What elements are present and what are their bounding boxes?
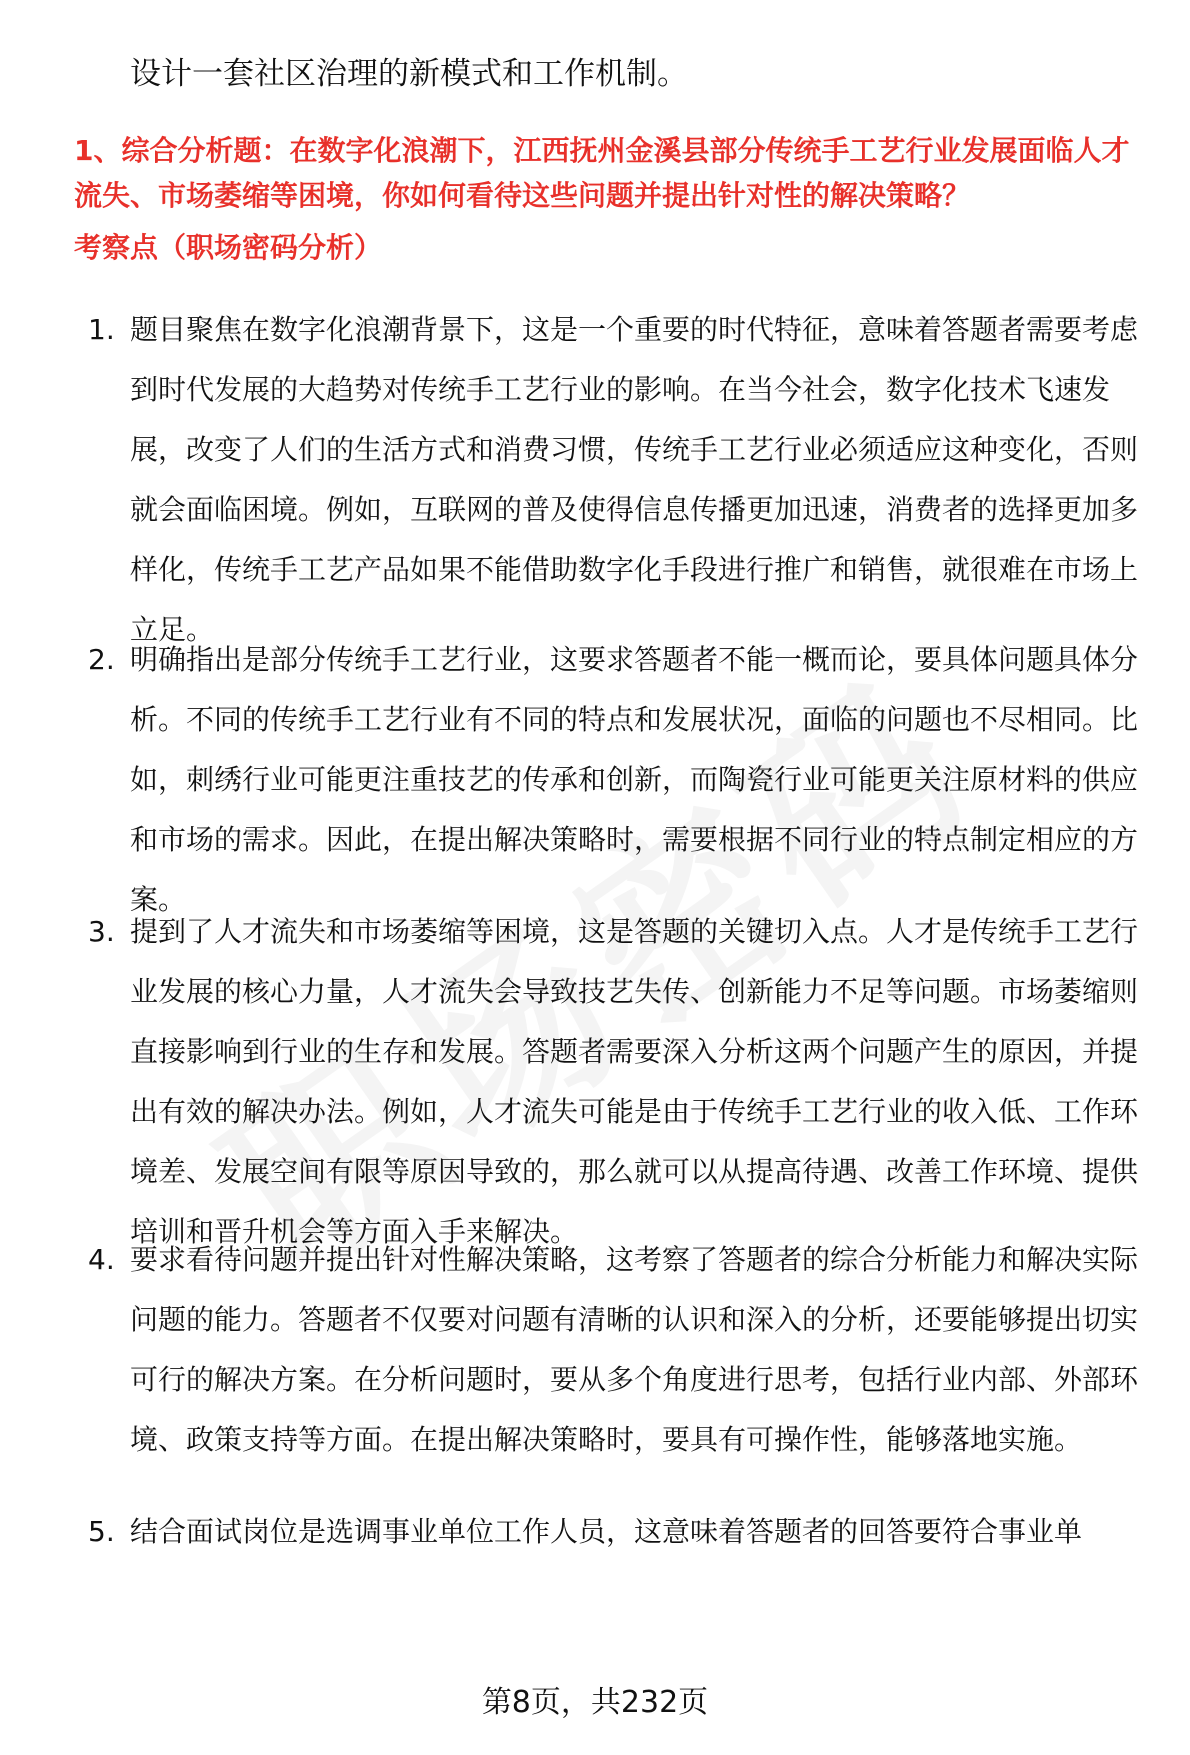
analysis-points-list [0,300,1190,1562]
point-number: 1. [88,313,115,346]
analysis-point-1 [0,300,1152,646]
point-text: 明确指出是部分传统手工艺行业，这要求答题者不能一概而论，要具体问题具体分析。不同的传统手工艺行业有不同的特点和发展状况，面临的问题也不尽相同。比如，刺绣行业可能更注重技艺的传承和创新，而陶瓷行业可能更关注原材料的供应和市场的需求。因此，在提出解决策略时，需要根据不同行业的特点制定相应的方案。 [130,643,1139,916]
analysis-point-4 [0,1230,1152,1502]
intro-line: 设计一套社区治理的新模式和工作机制。 [130,56,688,92]
point-text: 提到了人才流失和市场萎缩等困境，这是答题的关键切入点。人才是传统手工艺行业发展的核心力量，人才流失会导致技艺失传、创新能力不足等问题。市场萎缩则直接影响到行业的生存和发展。答题者需要深入分析这两个问题产生的原因，并提出有效的解决办法。例如，人才流失可能是由于传统手工艺行业的收入低、工作环境差、发展空间有限等原因导致的，那么就可以从提高待遇、改善工作环境、提供培训和晋升机会等方面入手来解决。 [130,915,1139,1248]
analysis-point-3 [0,902,1152,1248]
point-text: 结合面试岗位是选调事业单位工作人员，这意味着答题者的回答要符合事业单 [130,1515,1083,1548]
analysis-point-5 [0,1502,1152,1562]
section-heading: 考察点（职场密码分析） [74,231,383,264]
point-number: 2. [88,643,115,676]
point-number: 4. [88,1243,115,1276]
point-text: 题目聚焦在数字化浪潮背景下，这是一个重要的时代特征，意味着答题者需要考虑到时代发展的大趋势对传统手工艺行业的影响。在当今社会，数字化技术飞速发展，改变了人们的生活方式和消费习惯，传统手工艺行业必须适应这种变化，否则就会面临困境。例如，互联网的普及使得信息传播更加迅速，消费者的选择更加多样化，传统手工艺产品如果不能借助数字化手段进行推广和销售，就很难在市场上立足。 [130,313,1139,646]
analysis-point-2 [0,630,1152,916]
point-text: 要求看待问题并提出针对性解决策略，这考察了答题者的综合分析能力和解决实际问题的能力。答题者不仅要对问题有清晰的认识和深入的分析，还要能够提出切实可行的解决方案。在分析问题时，要从多个角度进行思考，包括行业内部、外部环境、政策支持等方面。在提出解决策略时，要具有可操作性，能够落地实施。 [130,1243,1139,1456]
point-number: 5. [88,1515,115,1548]
point-number: 3. [88,915,115,948]
page-footer: 第8页，共232页 [481,1685,709,1720]
question-heading: 1、综合分析题：在数字化浪潮下，江西抚州金溪县部分传统手工艺行业发展面临人才流失、市场萎缩等困境，你如何看待这些问题并提出针对性的解决策略？ [74,134,1130,212]
